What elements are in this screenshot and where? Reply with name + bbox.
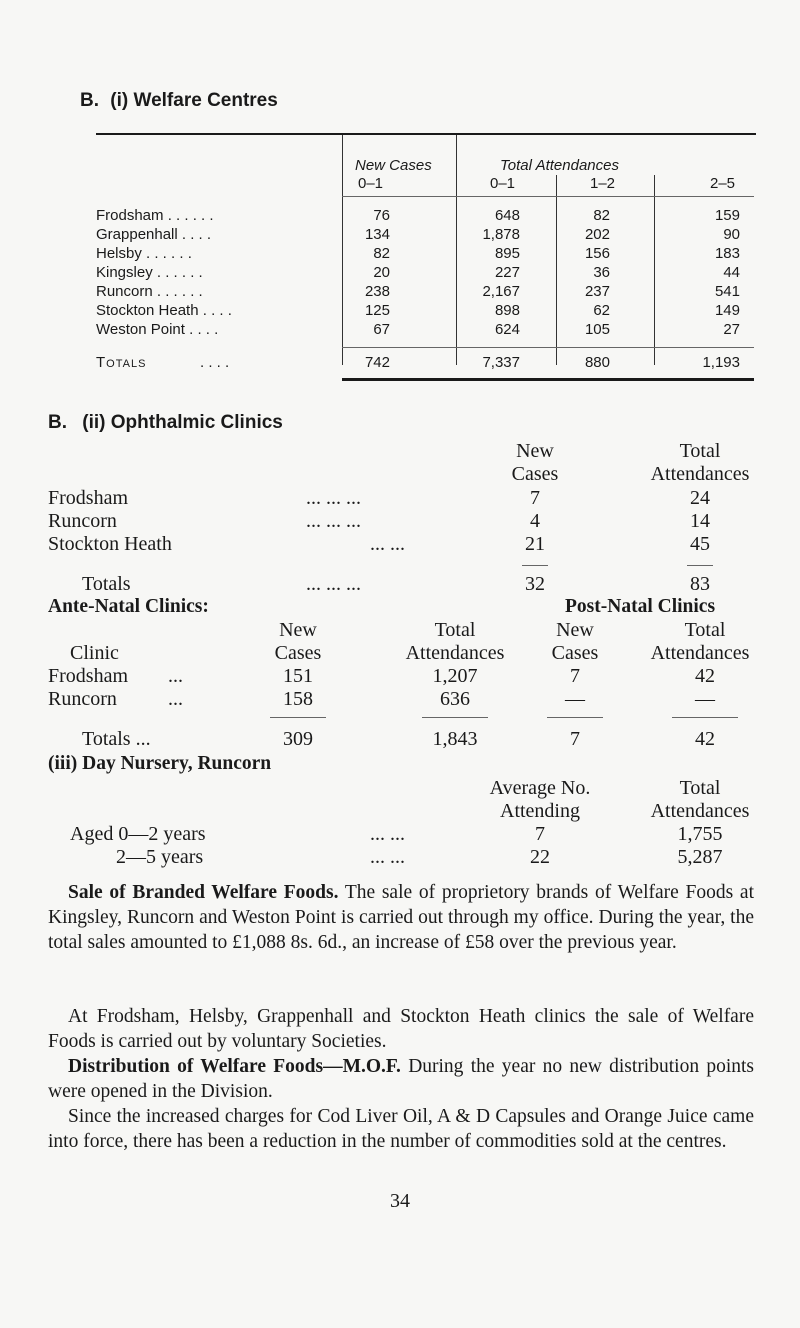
paragraph-charges [48, 1104, 754, 1154]
cell: 183 [714, 245, 740, 262]
sum-rule [522, 565, 548, 566]
sum-rule [687, 565, 713, 566]
paragraph-text: The sale of proprietory brands of Welfare Foods at Kingsley, Runcorn and Weston Point is carried out through my office. During the year, the total sales amounted to £1,088 8s. 6d., an increase of £58 over the previous year. [48, 882, 754, 953]
col-header: Total [679, 440, 721, 462]
row-name: Runcorn [48, 688, 117, 710]
row-name: Aged 0—2 years [70, 823, 206, 845]
row-name: Stockton Heath . . . . [96, 302, 232, 319]
total-cell: 83 [690, 573, 710, 595]
cell: 24 [690, 487, 710, 509]
sub-header: 0–1 [490, 175, 516, 192]
cell: 624 [494, 321, 520, 338]
total-cell: 7 [570, 728, 580, 750]
total-cell: 42 [695, 728, 715, 750]
sub-header: 1–2 [590, 175, 616, 192]
paragraph-lead: Distribution of Welfare Foods—M.O.F. [68, 1056, 401, 1077]
cell: 7 [530, 487, 540, 509]
cell: 82 [373, 245, 390, 262]
sum-rule [672, 717, 738, 718]
col-header: Cases [551, 642, 599, 664]
col-header: Attending [500, 800, 580, 822]
total-cell: 309 [283, 728, 313, 750]
col-header: Cases [274, 642, 322, 664]
cell: 20 [373, 264, 390, 281]
col-header: New [516, 440, 554, 462]
table-top-rule [96, 133, 756, 135]
cell: 227 [494, 264, 520, 281]
sub-header: 2–5 [710, 175, 736, 192]
paragraph-text: During the year no new distribution points were opened in the Division. [48, 1056, 755, 1102]
paragraph-text: At Frodsham, Helsby, Grappenhall and Stockton Heath clinics the sale of Welfare Foods is carried out by voluntary Societies. [48, 1006, 754, 1052]
row-dots: ... [168, 688, 183, 710]
section-ii-prefix: B. [48, 412, 67, 433]
col-header: Total [679, 777, 721, 799]
cell: 1,755 [677, 823, 723, 845]
col-header: New [279, 619, 317, 641]
cell: 105 [584, 321, 610, 338]
cell: 1,878 [482, 226, 520, 243]
nursery-heading: (iii) Day Nursery, Runcorn [48, 753, 272, 774]
cell: — [695, 688, 715, 710]
cell: 541 [714, 283, 740, 300]
cell: 895 [494, 245, 520, 262]
cell: — [565, 688, 585, 710]
row-dots: ... ... ... [306, 487, 361, 509]
cell: 4 [530, 510, 540, 532]
row-dots: ... ... [370, 823, 405, 845]
row-name: Kingsley . . . . . . [96, 264, 203, 281]
col-header: Attendances [650, 463, 750, 485]
totals-dots: ... ... ... [306, 573, 361, 595]
row-name: Grappenhall . . . . [96, 226, 212, 243]
cell: 21 [525, 533, 545, 555]
row-name: Frodsham . . . . . . [96, 207, 214, 224]
col-new-cases: New Cases [355, 157, 432, 174]
total-cell: 742 [364, 354, 390, 371]
cell: 158 [283, 688, 313, 710]
cell: 648 [494, 207, 520, 224]
total-cell: 32 [525, 573, 545, 595]
cell: 44 [723, 264, 740, 281]
cell: 238 [364, 283, 390, 300]
totals-label: Totals [82, 573, 131, 595]
cell: 125 [364, 302, 390, 319]
col-header: New [556, 619, 594, 641]
header-rule [342, 196, 754, 197]
cell: 82 [593, 207, 610, 224]
col-header: Average No. [489, 777, 591, 799]
paragraph-text: Since the increased charges for Cod Liver Oil, A & D Capsules and Orange Juice came into force, there has been a reduction in the number of commodities sold at the centres. [48, 1106, 754, 1152]
cell: 7 [570, 665, 580, 687]
antenatal-heading: Ante-Natal Clinics: [48, 596, 209, 617]
cell: 149 [714, 302, 740, 319]
col-header: Cases [511, 463, 559, 485]
cell: 134 [364, 226, 390, 243]
cell: 62 [593, 302, 610, 319]
row-name: Frodsham [48, 665, 128, 687]
col-header: Attendances [405, 642, 505, 664]
section-i-title: (i) Welfare Centres [110, 90, 278, 111]
cell: 151 [283, 665, 313, 687]
table-divider [456, 135, 457, 365]
col-total-attendances: Total Attendances [500, 157, 619, 174]
table-divider [654, 175, 655, 365]
row-dots: ... ... [370, 846, 405, 868]
clinic-label: Clinic [70, 642, 119, 664]
total-cell: 1,843 [432, 728, 478, 750]
row-name: 2—5 years [116, 846, 204, 868]
section-ii-title: (ii) Ophthalmic Clinics [82, 412, 283, 433]
paragraph-sale-branded [48, 880, 754, 955]
cell: 27 [723, 321, 740, 338]
row-name: Weston Point . . . . [96, 321, 219, 338]
total-cell: 7,337 [482, 354, 520, 371]
paragraph-lead: Sale of Branded Welfare Foods. [68, 882, 339, 903]
cell: 45 [690, 533, 710, 555]
totals-rule [342, 347, 754, 348]
table-divider [556, 175, 557, 365]
cell: 898 [494, 302, 520, 319]
row-dots: ... ... [370, 533, 405, 555]
sum-rule [422, 717, 488, 718]
section-i-heading [80, 90, 278, 112]
col-header: Attendances [650, 642, 750, 664]
col-header: Total [684, 619, 726, 641]
sum-rule [547, 717, 603, 718]
row-dots: ... ... ... [306, 510, 361, 532]
cell: 7 [535, 823, 545, 845]
cell: 2,167 [482, 283, 520, 300]
section-ii-heading [48, 412, 283, 434]
cell: 76 [373, 207, 390, 224]
cell: 237 [584, 283, 610, 300]
paragraph-distribution [48, 1054, 754, 1104]
row-name: Frodsham [48, 487, 128, 509]
cell: 636 [440, 688, 470, 710]
cell: 36 [593, 264, 610, 281]
postnatal-heading: Post-Natal Clinics [565, 596, 716, 617]
row-name: Helsby . . . . . . [96, 245, 192, 262]
total-cell: 880 [584, 354, 610, 371]
cell: 159 [714, 207, 740, 224]
totals-label: Totals ... [82, 728, 151, 750]
row-dots: ... [168, 665, 183, 687]
cell: 42 [695, 665, 715, 687]
col-header: Total [434, 619, 476, 641]
row-name: Runcorn [48, 510, 117, 532]
totals-label: Totals [96, 354, 147, 371]
section-i-prefix: B. [80, 90, 99, 111]
cell: 22 [530, 846, 550, 868]
sub-header: 0–1 [358, 175, 384, 192]
totals-dots: . . . . [200, 354, 230, 371]
cell: 67 [373, 321, 390, 338]
cell: 5,287 [677, 846, 723, 868]
cell: 156 [584, 245, 610, 262]
paragraph-voluntary [48, 1004, 754, 1054]
total-cell: 1,193 [702, 354, 740, 371]
row-name: Runcorn . . . . . . [96, 283, 203, 300]
cell: 90 [723, 226, 740, 243]
page-number: 34 [390, 1190, 410, 1212]
sum-rule [270, 717, 326, 718]
col-header: Attendances [650, 800, 750, 822]
row-name: Stockton Heath [48, 533, 172, 555]
cell: 14 [690, 510, 710, 532]
cell: 202 [584, 226, 610, 243]
cell: 1,207 [432, 665, 478, 687]
table-bottom-rule [342, 378, 754, 381]
